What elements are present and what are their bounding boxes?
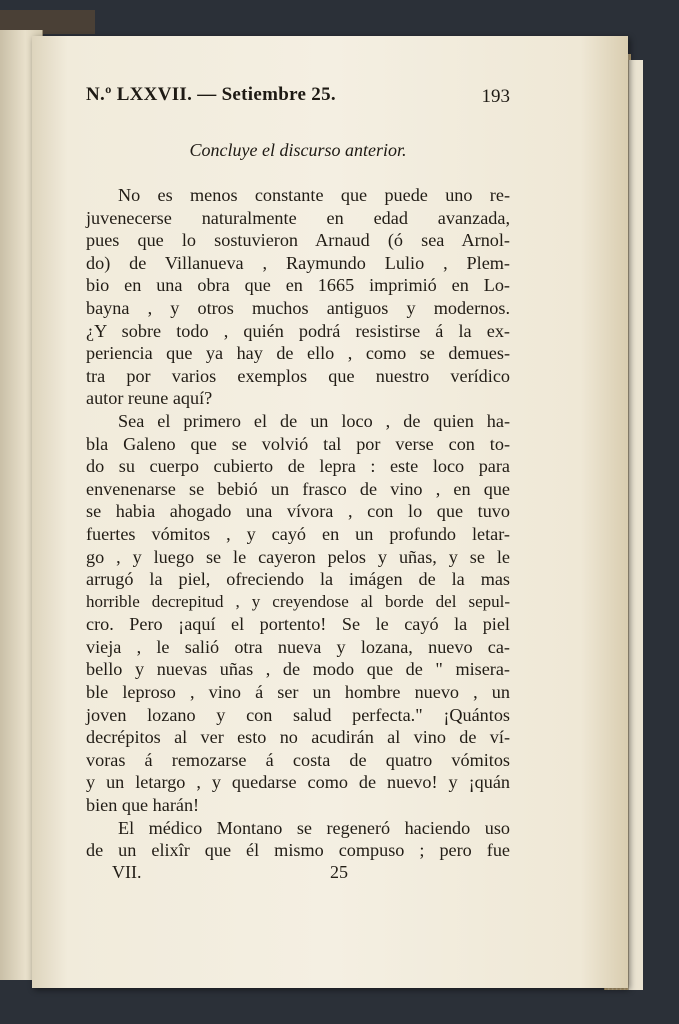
text-line: tra por varios exemplos que nuestro verídico — [86, 365, 510, 386]
signature-mark: VII. — [112, 862, 142, 882]
text-line: No es menos constante que puede uno re- — [118, 185, 510, 205]
text-line: do su cuerpo cubierto de lepra : este loco para — [86, 456, 510, 477]
text-line: bla Galeno que se volvió tal por verse con to- — [86, 433, 510, 454]
text-line: bello y nuevas uñas , de modo que de " misera- — [86, 659, 510, 680]
text-line: periencia que ya hay de ello , como se demues- — [86, 343, 510, 364]
text-line: horrible decrepitud , y creyendose al borde del sepul- — [86, 591, 510, 611]
text-line: decrépitos al ver esto no acudirán al vino de ví- — [86, 727, 510, 748]
issue-title: N.º LXXVII. — Setiembre 25. — [86, 84, 336, 105]
gathering-number: 25 — [330, 862, 348, 882]
text-line: El médico Montano se regeneró haciendo uso — [118, 817, 510, 838]
text-line: do) de Villanueva , Raymundo Lulio , Plem- — [86, 252, 510, 273]
text-line: bio en una obra que en 1665 imprimió en Lo- — [86, 275, 510, 296]
text-line: ble leproso , vino á ser un hombre nuevo , un — [86, 682, 510, 703]
page-number: 193 — [481, 86, 510, 107]
text-line: fuertes vómitos , y cayó en un profundo letar- — [86, 523, 510, 544]
body-text — [86, 184, 510, 862]
text-line: envenenarse se bebió un frasco de vino , en que — [86, 478, 510, 499]
text-line: voras á remozarse á costa de quatro vómitos — [86, 749, 510, 770]
text-line: arrugó la piel, ofreciendo la imágen de la mas — [86, 569, 510, 590]
text-line: bayna , y otros muchos antiguos y modernos. — [86, 297, 510, 318]
text-line: juvenecerse naturalmente en edad avanzada, — [86, 207, 510, 228]
text-line: pues que lo sostuvieron Arnaud (ó sea Arnol- — [86, 230, 510, 251]
text-line: go , y luego se le cayeron pelos y uñas, y se le — [86, 546, 510, 567]
page-footer — [112, 862, 372, 886]
section-title: Concluye el discurso anterior. — [189, 140, 407, 160]
text-line: Sea el primero el de un loco , de quien ha- — [118, 410, 510, 431]
text-line: bien que harán! — [86, 795, 200, 816]
page-header — [86, 84, 510, 114]
text-line: de un elixîr que él mismo compuso ; pero fue — [86, 840, 510, 861]
text-line: y un letargo , y quedarse como de nuevo! y ¡quán — [86, 772, 510, 793]
text-line: autor reune aquí? — [86, 388, 213, 409]
text-line: se habia ahogado una vívora , con lo que tuvo — [86, 501, 510, 522]
text-line: ¿Y sobre todo , quién podrá resistirse á la ex- — [86, 320, 510, 341]
page-stack-edge-outer — [628, 60, 643, 990]
text-line: cro. Pero ¡aquí el portento! Se le cayó la piel — [86, 614, 510, 635]
text-line: vieja , le salió otra nueva y lozana, nuevo ca- — [86, 636, 510, 657]
text-line: joven lozano y con salud perfecta." ¡Quántos — [86, 704, 510, 725]
